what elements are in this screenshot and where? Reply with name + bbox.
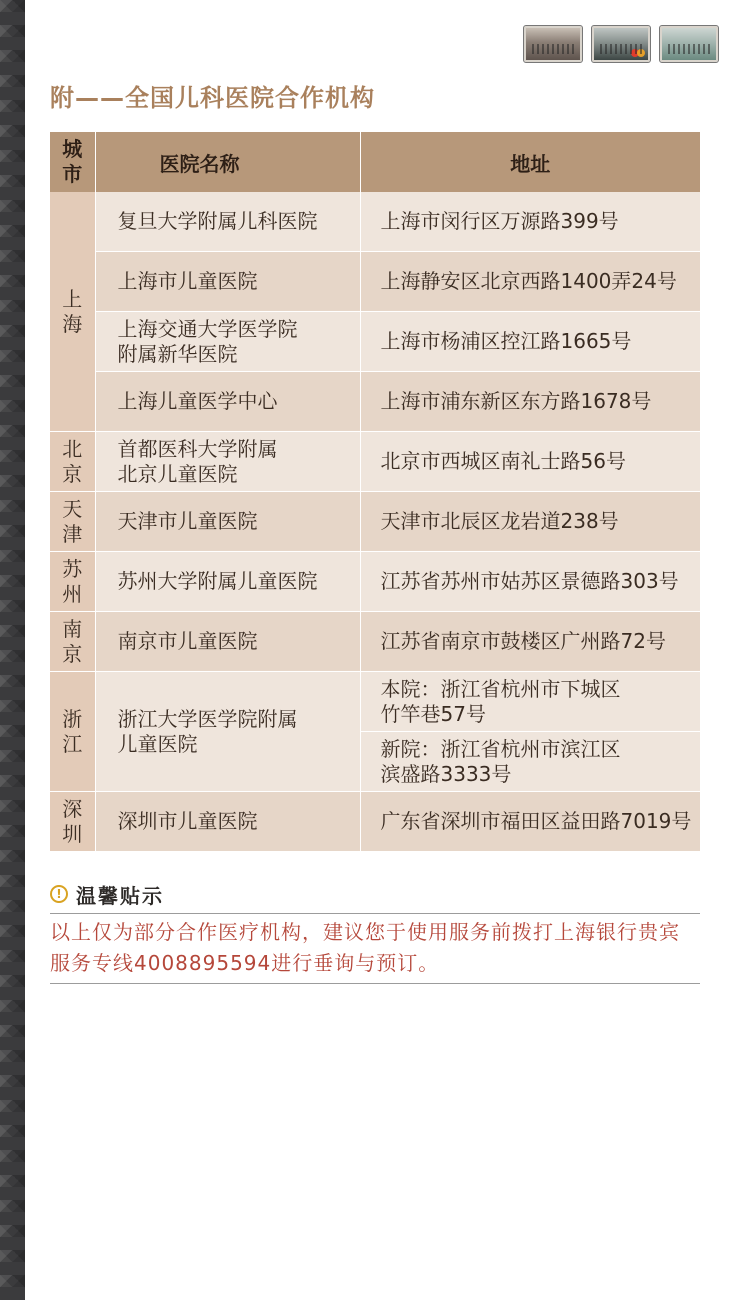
address-cell: 上海市杨浦区控江路1665号 <box>360 312 700 372</box>
exclamation-circle-icon: ! <box>50 885 68 903</box>
address-cell: 上海市浦东新区东方路1678号 <box>360 372 700 432</box>
city-cell-shenzhen: 深圳 <box>50 792 95 852</box>
address-cell: 上海静安区北京西路1400弄24号 <box>360 252 700 312</box>
table-row <box>50 252 700 312</box>
tips-header <box>50 880 700 908</box>
header-city: 城市 <box>50 132 95 192</box>
city-cell-shanghai: 上海 <box>50 192 95 432</box>
address-cell: 江苏省苏州市姑苏区景德路303号 <box>360 552 700 612</box>
city-cell-suzhou: 苏州 <box>50 552 95 612</box>
address-cell: 新院：浙江省杭州市滨江区 滨盛路3333号 <box>360 732 700 792</box>
address-cell: 本院：浙江省杭州市下城区 竹竿巷57号 <box>360 672 700 732</box>
city-cell-beijing: 北京 <box>50 432 95 492</box>
hospital-cell: 复旦大学附属儿科医院 <box>95 192 360 252</box>
tips-title: 温馨贴示 <box>76 883 164 908</box>
table-row <box>50 372 700 432</box>
table-row <box>50 792 700 852</box>
address-cell: 广东省深圳市福田区益田路7019号 <box>360 792 700 852</box>
hospital-cell: 南京市儿童医院 <box>95 612 360 672</box>
tips-body: 以上仅为部分合作医疗机构，建议您于使用服务前拨打上海银行贵宾服务专线4008895594进行垂询与预订。 <box>50 913 700 984</box>
card-thumb-2[interactable] <box>592 26 650 62</box>
card-thumb-1[interactable] <box>524 26 582 62</box>
table-header-row <box>50 132 700 192</box>
table-row <box>50 612 700 672</box>
address-cell: 上海市闵行区万源路399号 <box>360 192 700 252</box>
city-cell-tianjin: 天津 <box>50 492 95 552</box>
page-title: 附——全国儿科医院合作机构 <box>50 84 375 112</box>
hospital-cell: 深圳市儿童医院 <box>95 792 360 852</box>
hospital-cell: 浙江大学医学院附属 儿童医院 <box>95 672 360 792</box>
table-row <box>50 552 700 612</box>
header-address: 地址 <box>360 132 700 192</box>
hospital-cell: 首都医科大学附属 北京儿童医院 <box>95 432 360 492</box>
address-cell: 天津市北辰区龙岩道238号 <box>360 492 700 552</box>
hospital-cell: 苏州大学附属儿童医院 <box>95 552 360 612</box>
table-row <box>50 312 700 372</box>
hospital-cell: 上海交通大学医学院 附属新华医院 <box>95 312 360 372</box>
hospital-cell: 上海儿童医学中心 <box>95 372 360 432</box>
card-thumb-3[interactable] <box>660 26 718 62</box>
header-hospital: 医院名称 <box>95 132 360 192</box>
table-row <box>50 672 700 732</box>
decorative-side-strip <box>0 0 25 1300</box>
table-row <box>50 432 700 492</box>
city-cell-zhejiang: 浙江 <box>50 672 95 792</box>
address-cell: 江苏省南京市鼓楼区广州路72号 <box>360 612 700 672</box>
table-row <box>50 492 700 552</box>
mastercard-logo-icon <box>631 49 645 57</box>
hospital-cell: 天津市儿童医院 <box>95 492 360 552</box>
card-thumbnails <box>524 26 718 62</box>
hospital-table <box>50 132 700 852</box>
city-cell-nanjing: 南京 <box>50 612 95 672</box>
warm-tips <box>50 880 700 984</box>
table-row <box>50 192 700 252</box>
address-cell: 北京市西城区南礼士路56号 <box>360 432 700 492</box>
hospital-cell: 上海市儿童医院 <box>95 252 360 312</box>
